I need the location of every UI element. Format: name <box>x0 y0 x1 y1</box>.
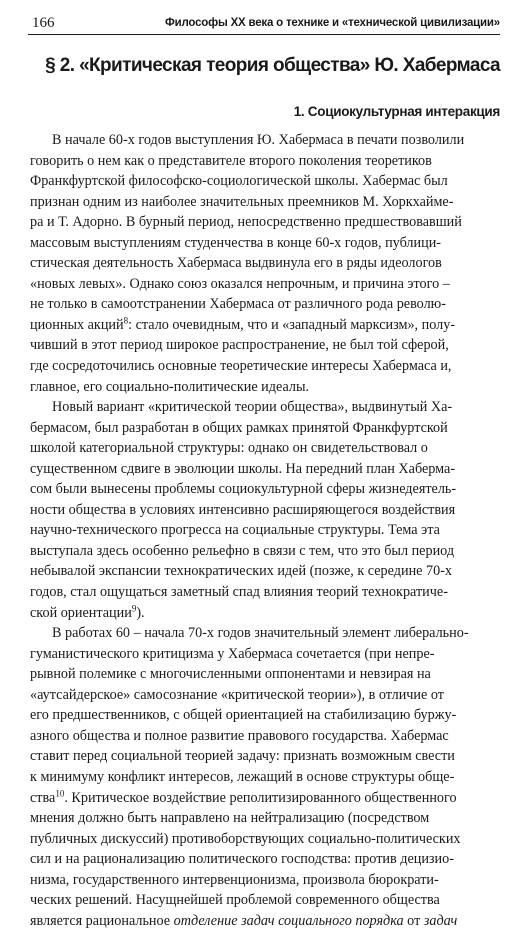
text-segment: сил и на рационализацию политического господства: против децизио- <box>30 851 454 868</box>
text-line <box>30 849 502 870</box>
text-segment: ционных акций <box>30 316 124 333</box>
text-line <box>30 808 502 829</box>
text-line <box>30 253 502 274</box>
text-segment: бермасом, был разработан в общих рамках принятой Франкфуртской <box>30 419 448 436</box>
text-line <box>30 397 502 418</box>
text-line <box>30 151 502 172</box>
text-segment: научно-технического прогресса на социальные структуры. Тема эта <box>30 522 440 539</box>
text-line <box>30 212 502 233</box>
page-number: 166 <box>32 15 55 31</box>
text-segment: азного общества и полное развитие правового государства. Хабермас <box>30 727 449 744</box>
text-line <box>30 767 502 788</box>
text-segment: : стало очевидным, что и «западный марксизм», полу- <box>128 316 456 333</box>
text-line <box>30 130 502 151</box>
text-segment: Новый вариант «критической теории общества», выдвинутый Ха- <box>52 399 453 416</box>
text-segment: годов, стал ощущаться заметный спад влияния теорий технократиче- <box>30 584 448 601</box>
text-segment: небывалой экспансии технократических идей (позже, к середине 70-х <box>30 563 453 580</box>
footnote-ref: 10 <box>55 787 65 798</box>
text-line <box>30 746 502 767</box>
paragraph <box>30 130 502 397</box>
text-line <box>30 171 502 192</box>
text-line <box>30 541 502 562</box>
text-segment: . Критическое воздействие реполитизированного общественного <box>64 789 457 806</box>
text-line <box>30 438 502 459</box>
text-segment: выступала здесь особенно рельефно в связи с тем, что это был период <box>30 542 455 559</box>
text-line <box>30 377 502 398</box>
footnote-ref: 9 <box>131 602 137 613</box>
text-segment: ). <box>136 604 145 621</box>
text-line <box>30 911 502 931</box>
paragraph <box>30 397 502 623</box>
text-segment: признан одним из наиболее значительных преемников М. Хоркхайме- <box>30 193 454 210</box>
text-segment: стическая деятельность Хабермаса выдвинула его в ряды идеологов <box>30 255 442 272</box>
text-segment: говорить о нем как о представителе второго поколения теоретиков <box>30 152 432 169</box>
text-segment: «новых левых». Однако союз оказался непрочным, и причина этого – <box>30 275 450 292</box>
text-line <box>30 335 502 356</box>
text-segment: школой категориальной структуры: однако он свидетельствовал о <box>30 440 428 457</box>
text-segment: ра и Т. Адорно. В бурный период, непосредственно предшествовавший <box>30 214 462 231</box>
text-line <box>30 192 502 213</box>
text-segment: публичных дискуссий) противоборствующих социально-политических <box>30 830 461 847</box>
text-segment: главное, его социально-политические идеалы. <box>30 378 310 395</box>
text-line <box>30 479 502 500</box>
text-line <box>30 520 502 541</box>
text-segment: чивший в этот период широкое распространение, не был той сферой, <box>30 337 449 354</box>
italic-text: отделение задач социального порядка <box>173 912 404 929</box>
text-line <box>30 294 502 315</box>
text-segment: низма, государственного интервенционизма, произвола бюрократи- <box>30 871 439 888</box>
text-segment: гуманистического критицизма у Хабермаса сочетается (при непре- <box>30 645 435 662</box>
text-segment: ческих решений. Насущнейшей проблемой современного общества <box>30 892 440 909</box>
text-line <box>30 870 502 891</box>
text-line <box>30 603 502 624</box>
text-segment: мнения должно быть направлено на нейтрализацию (посредством <box>30 810 430 827</box>
text-line <box>30 623 502 644</box>
text-segment: где сосредоточились основные теоретические интересы Хабермаса и, <box>30 358 452 375</box>
italic-text: задач <box>423 912 458 929</box>
text-segment: ставит перед социальной теорией задачу: признать возможным свести <box>30 748 455 765</box>
text-line <box>30 582 502 603</box>
text-line <box>30 726 502 747</box>
text-line <box>30 356 502 377</box>
text-segment: его предшественников, с общей ориентацией на стабилизацию буржу- <box>30 707 457 724</box>
text-segment: В начале 60-х годов выступления Ю. Хабермаса в печати позволили <box>52 132 465 148</box>
text-segment: к минимуму конфликт интересов, лежащий в основе структуры обще- <box>30 768 455 785</box>
text-line <box>30 500 502 521</box>
text-line <box>30 685 502 706</box>
text-line <box>30 315 502 336</box>
footnote-ref: 8 <box>123 315 129 326</box>
section-title: § 2. «Критическая теория общества» Ю. Хабермаса <box>45 55 500 76</box>
text-segment: ности общества в условиях интенсивно расширяющегося воздействия <box>30 501 456 518</box>
text-line <box>30 664 502 685</box>
running-header <box>28 14 500 35</box>
text-segment: ской ориентации <box>30 604 132 621</box>
text-segment: рывной полемике с многочисленными оппонентами и невзирая на <box>30 666 431 683</box>
paragraph <box>30 623 502 931</box>
text-segment: Франкфуртской философско-социологической школы. Хабермас был <box>30 173 448 190</box>
text-segment: существенном сдвиге в эволюции школы. На передний план Хаберма- <box>30 460 456 477</box>
text-line <box>30 418 502 439</box>
text-segment: от <box>403 912 424 929</box>
text-line <box>30 644 502 665</box>
text-segment: ства <box>30 789 56 806</box>
text-line <box>30 233 502 254</box>
text-line <box>30 705 502 726</box>
text-segment: сом были вынесены проблемы социокультурной сферы жизнедеятель- <box>30 481 457 498</box>
text-segment: «аутсайдерское» самосознание «критической теории»), в отличие от <box>30 686 444 703</box>
text-line <box>30 829 502 850</box>
text-line <box>30 890 502 911</box>
text-segment: не только в самоотстранении Хабермаса от различного рода револю- <box>30 296 446 313</box>
text-segment: является рациональное <box>30 912 174 929</box>
text-line <box>30 459 502 480</box>
subsection-title: 1. Социокультурная интеракция <box>293 104 500 119</box>
text-segment: В работах 60 – начала 70-х годов значительный элемент либерально- <box>52 625 469 642</box>
body-text <box>30 130 502 931</box>
text-line <box>30 274 502 295</box>
text-segment: массовым выступлениям студенчества в конце 60-х годов, публици- <box>30 234 442 251</box>
running-title: Философы XX века о технике и «технической цивилизации» <box>164 17 500 29</box>
text-line <box>30 561 502 582</box>
